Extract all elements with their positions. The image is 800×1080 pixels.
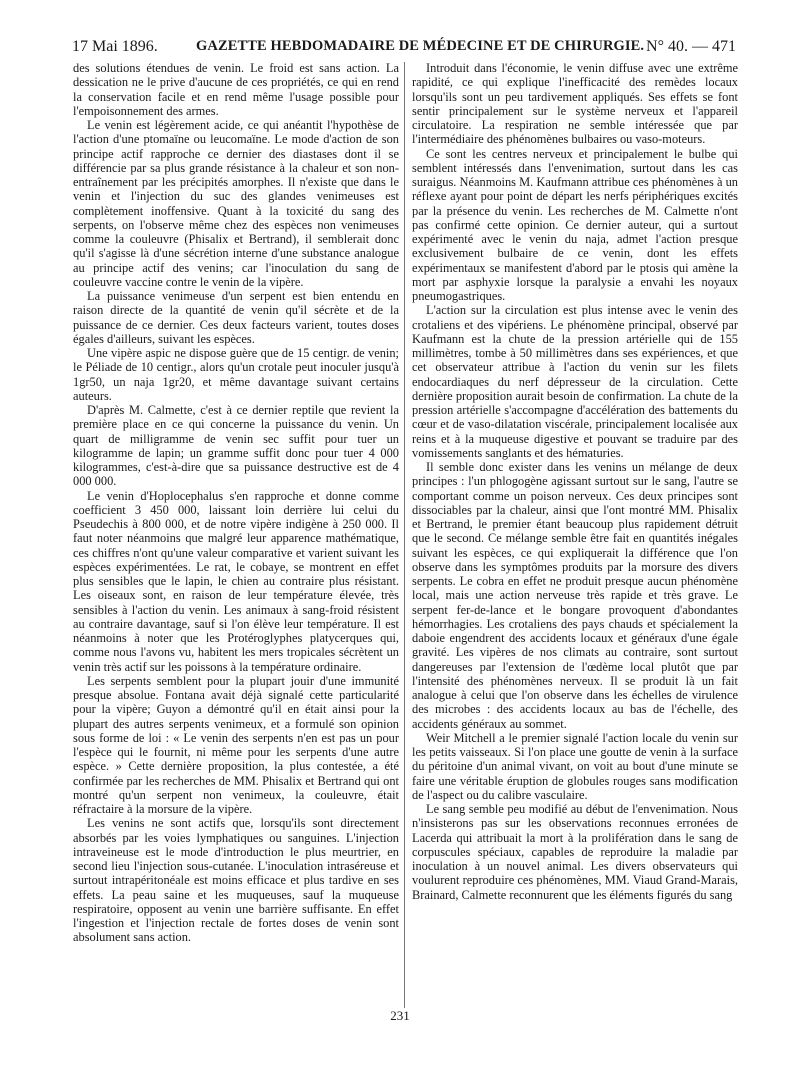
paragraph: Le sang semble peu modifié au début de l'envenimation. Nous n'insisterons pas sur les observations reconnues erronées de Lacerda qui attribuait la mort à la prolifération dans le sang de corpuscules spéciaux, capables de reproduire la maladie par inoculation à un nouvel animal. Les divers observateurs qui voulurent reproduire ces phénomènes, MM. Viaud Grand-Marais, Brainard, Calmette reconnurent que les éléments figurés du sang bbox=[412, 802, 738, 902]
paragraph: Le venin d'Hoplocephalus s'en rapproche et donne comme coefficient 3 450 000, laissant loin derrière lui celui du Pseudechis à 800 000, et de notre vipère indigène à 250 000. Il faut noter néanmoins que malgré leur apparence mathématique, ces chiffres n'ont qu'une valeur comparative et varient suivant les espèces expérimentées. Le rat, le cobaye, se montrent en effet plus sensibles que le lapin, le chien au contraire plus résistant. Les oiseaux sont, en raison de leur température élevée, très sensibles à l'action du venin. Les animaux à sang-froid résistent au contraire davantage, sauf si l'on élève leur température. Il est néanmoins à noter que les Protéroglyphes platycerques qui, comme nous l'avons vu, habitent les mers tropicales sécrètent un venin très actif sur les poissons à la température ordinaire. bbox=[73, 488, 399, 674]
journal-title: GAZETTE HEBDOMADAIRE DE MÉDECINE ET DE CHIRURGIE. bbox=[196, 38, 645, 54]
paragraph: Les serpents semblent pour la plupart jouir d'une immunité presque absolue. Fontana avait déjà signalé cette particularité pour la vipère; Guyon a démontré qu'il en était ainsi pour la plupart des autres serpents venimeux, et a formulé son opinion sous forme de loi : « Le venin des serpents n'en est pas un pour l'espèce qui le fournit, ni même pour les serpents d'une autre espèce. » Cette dernière proposition, la plus contestée, a été confirmée par les recherches de MM. Phisalix et Bertrand qui ont montré qu'un serpent non venimeux, la couleuvre, était réfractaire à la morsure de la vipère. bbox=[73, 673, 399, 816]
paragraph: des solutions étendues de venin. Le froid est sans action. La dessication ne le prive d'aucune de ces propriétés, ce qui en rend la conservation facile et en rend même l'usage possible pour l'empoisonnement des armes. bbox=[73, 61, 399, 118]
page-number: 231 bbox=[390, 1008, 410, 1023]
left-column bbox=[73, 61, 399, 945]
paragraph: La puissance venimeuse d'un serpent est bien entendu en raison directe de la quantité de venin qu'il sécrète et de la puissance de ce dernier. Ces deux facteurs varient, toutes doses égales d'ailleurs, suivant les espèces. bbox=[73, 289, 399, 346]
paragraph: Ce sont les centres nerveux et principalement le bulbe qui semblent intéressés dans l'envenimation, surtout dans les cas suraigus. Néanmoins M. Kaufmann attribue ces phénomènes à un réflexe ayant pour point de départ les nerfs périphériques excités par la présence du venin. Les recherches de M. Calmette n'ont pas confirmé cette opinion. Ce dernier auteur, qui a surtout expérimenté avec le venin du naja, admet l'action presque exclusivement bulbaire de ce venin, dont les effets expérimentaux se manifestent d'abord par le ptosis qui amène la mort par asphyxie lorsque la paralysie a envahi les noyaux pneumogastriques. bbox=[412, 146, 738, 303]
column-divider bbox=[404, 62, 405, 1008]
issue-date: 17 Mai 1896. bbox=[72, 38, 158, 55]
paragraph: Weir Mitchell a le premier signalé l'action locale du venin sur les petits vaisseaux. Si l'on place une goutte de venin à la surface du péritoine d'un animal vivant, on voit au bout d'une minute se faire une véritable éruption de globules rouges sans modification de l'aspect ou du calibre vasculaire. bbox=[412, 730, 738, 802]
paragraph: Les venins ne sont actifs que, lorsqu'ils sont directement absorbés par les voies lymphatiques ou sanguines. L'injection intraveineuse est le mode d'introduction le plus meurtrier, en second lieu l'injection sous-cutanée. L'inoculation intraséreuse et surtout intrapéritonéale est moins efficace et plus tardive en ses effets. La peau saine et les muqueuses, sauf la muqueuse respiratoire, opposent au venin une barrière suffisante. En effet l'ingestion et l'injection rectale de fortes doses de venin sont absolument sans action. bbox=[73, 816, 399, 945]
running-header bbox=[72, 38, 736, 58]
paragraph: Le venin est légèrement acide, ce qui anéantit l'hypothèse de l'action d'une ptomaïne ou leucomaïne. Le mode d'action de son principe actif rapproche ce dernier des diastases dont il se différencie par sa plus grande résistance à la chaleur et son non-entraînement par les précipités amorphes. Il n'existe que dans le venin et l'injection du suc des glandes venimeuses est complètement inoffensive. Quant à la toxicité du sang des serpents, on l'observe même chez des espèces non venimeuses comme la couleuvre (Phisalix et Bertrand), il semblerait donc qu'il s'agisse là d'une sécrétion interne d'une substance analogue au principe actif des venins; car l'inoculation du sang de couleuvre vaccine contre le venin de la vipère. bbox=[73, 118, 399, 289]
right-column bbox=[412, 61, 738, 902]
paragraph: Introduit dans l'économie, le venin diffuse avec une extrême rapidité, ce qui explique l'inefficacité des remèdes locaux lorsqu'ils sont un peu tardivement appliqués. Ses effets se font sentir principalement sur le système nerveux et l'appareil circulatoire. La respiration ne semble intéressée que par l'intermédiaire des phénomènes bulbaires ou vaso-moteurs. bbox=[412, 61, 738, 147]
paragraph: Il semble donc exister dans les venins un mélange de deux principes : l'un phlogogène agissant surtout sur le sang, l'autre se comportant comme un poison nerveux. Ces deux principes sont dissociables par la chaleur, ainsi que l'ont montré MM. Phisalix et Bertrand, le premier étant beaucoup plus rapidement détruit que le second. Ce mélange semble être fait en quantités inégales suivant les espèces, ce qui expliquerait la différence que l'on observe dans les symptômes produits par la morsure des divers serpents. Le cobra en effet ne produit presque aucun phénomène local, mais une action nerveuse très rapide et très grave. Le serpent fer-de-lance et le bongare provoquent d'abondantes hémorrhagies. Les crotaliens des pays chauds et spécialement la daboie engendrent des accidents locaux et généraux d'une égale gravité. Les vipères de nos climats au contraire, sont surtout dangereuses par l'extension de l'œdème local plutôt que par l'intensité des phénomènes nerveux. Il se produit là un fait analogue à celui que l'on observe dans les échelles de virulence des microbes : des accidents locaux au bas de l'échelle, des accidents généraux au sommet. bbox=[412, 460, 738, 731]
paragraph: L'action sur la circulation est plus intense avec le venin des crotaliens et des vipériens. Le phénomène principal, observé par Kaufmann est la chute de la pression artérielle qui de 155 millimètres, tombe à 50 millimètres dans ses expériences, et que cet observateur attribue à l'action du venin sur les filets endocardiaques du nerf dépresseur de la circulation. Cette dernière proposition aurait besoin de confirmation. La chute de la pression artérielle s'accompagne d'accélération des battements du cœur et de vaso-dilatation viscérale, principalement localisée aux reins et à la muqueuse digestive et pouvant se traduire par des vomissements sanglants et des hématuries. bbox=[412, 303, 738, 460]
paragraph: D'après M. Calmette, c'est à ce dernier reptile que revient la première place en ce qui concerne la puissance du venin. Un quart de milligramme de venin sec suffit pour tuer un kilogramme de lapin; un gramme suffit donc pour tuer 4 000 kilogrammes, c'est-à-dire que sa puissance destructive est de 4 000 000. bbox=[73, 403, 399, 489]
paragraph: Une vipère aspic ne dispose guère que de 15 centigr. de venin; le Péliade de 10 centigr., alors qu'un crotale peut inoculer jusqu'à 1gr50, un naja 1gr20, et même davantage suivant certains auteurs. bbox=[73, 346, 399, 403]
issue-number: N° 40. — 471 bbox=[646, 38, 736, 55]
